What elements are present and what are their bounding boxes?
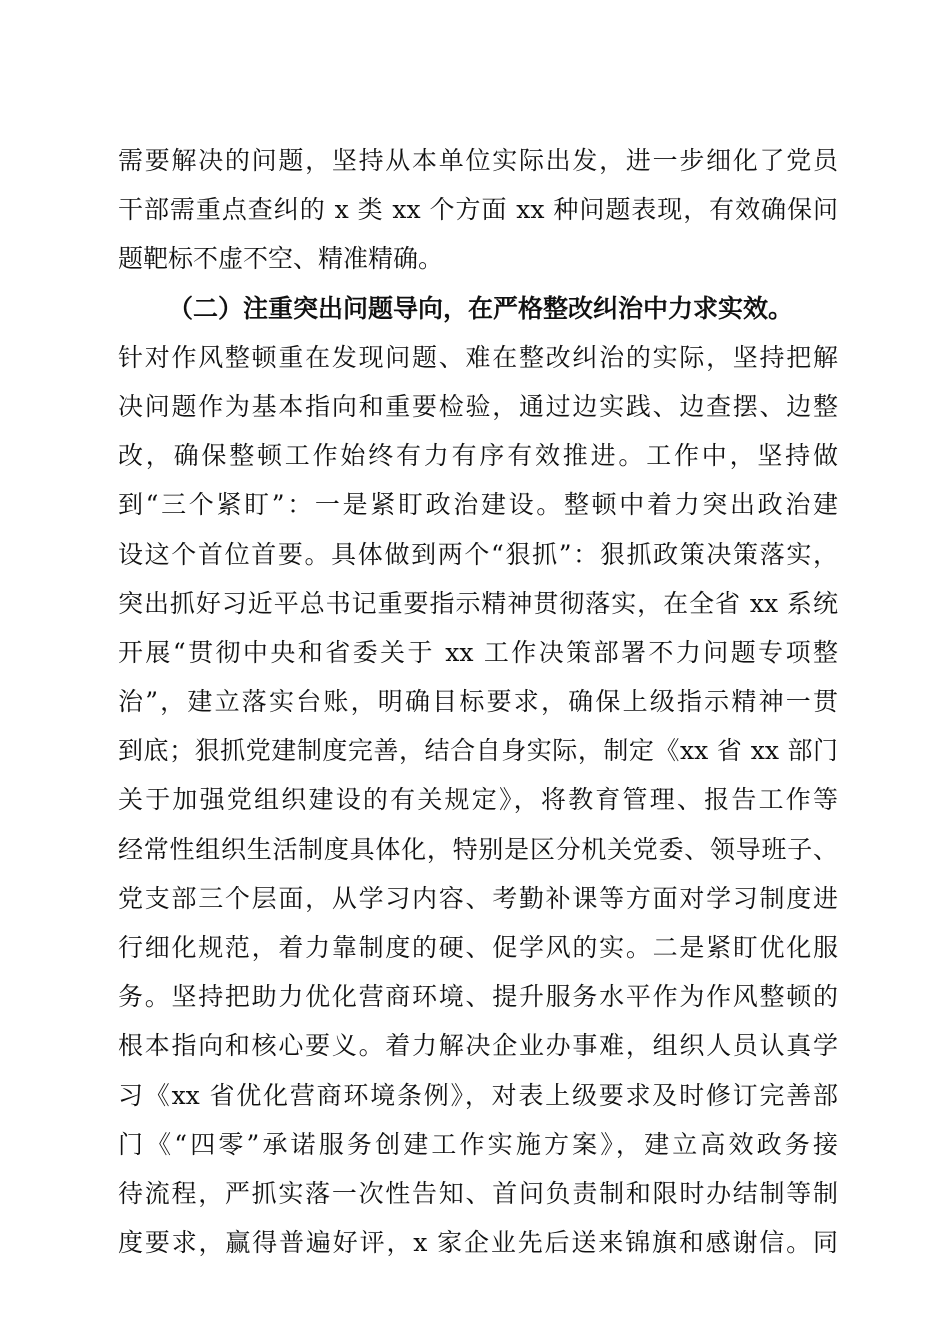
text-line: 针对作风整顿重在发现问题、难在整改纠治的实际，坚持把解 bbox=[118, 342, 838, 372]
section-heading: （二）注重突出问题导向，在严格整改纠治中力求实效。 bbox=[168, 293, 794, 323]
text-line: 根本指向和核心要义。着力解决企业办事难，组织人员认真学 bbox=[118, 1031, 838, 1061]
text-line: 设这个首位首要。具体做到两个“狠抓”：狠抓政策决策落实， bbox=[118, 539, 838, 569]
text-line: 务。坚持把助力优化营商环境、提升服务水平作为作风整顿的 bbox=[118, 982, 838, 1012]
text-line: 门《“四零”承诺服务创建工作实施方案》，建立高效政务接 bbox=[118, 1129, 838, 1159]
text-line: 决问题作为基本指向和重要检验，通过边实践、边查摆、边整 bbox=[118, 391, 838, 421]
text-line: 开展“贯彻中央和省委关于 xx 工作决策部署不力问题专项整 bbox=[118, 637, 838, 667]
text-line: 突出抓好习近平总书记重要指示精神贯彻落实，在全省 xx 系统 bbox=[118, 588, 838, 618]
document-body bbox=[118, 136, 838, 1267]
text-line: 到底；狠抓党建制度完善，结合自身实际，制定《xx 省 xx 部门 bbox=[118, 736, 838, 766]
text-line: 改，确保整顿工作始终有力有序有效推进。工作中，坚持做 bbox=[118, 441, 838, 471]
text-line: 干部需重点查纠的 x 类 xx 个方面 xx 种问题表现，有效确保问 bbox=[118, 195, 838, 225]
text-line: 到“三个紧盯”：一是紧盯政治建设。整顿中着力突出政治建 bbox=[118, 490, 838, 520]
text-line: 关于加强党组织建设的有关规定》，将教育管理、报告工作等 bbox=[118, 785, 838, 815]
text-line: 习《xx 省优化营商环境条例》，对表上级要求及时修订完善部 bbox=[118, 1080, 838, 1110]
text-line: 经常性组织生活制度具体化，特别是区分机关党委、领导班子、 bbox=[118, 834, 838, 864]
text-line: 待流程，严抓实落一次性告知、首问负责制和限时办结制等制 bbox=[118, 1178, 838, 1208]
text-line: 治”，建立落实台账，明确目标要求，确保上级指示精神一贯 bbox=[118, 687, 838, 717]
text-line: 行细化规范，着力靠制度的硬、促学风的实。二是紧盯优化服 bbox=[118, 933, 838, 962]
text-line: 党支部三个层面，从学习内容、考勤补课等方面对学习制度进 bbox=[118, 883, 838, 913]
text-line: 需要解决的问题，坚持从本单位实际出发，进一步细化了党员 bbox=[118, 146, 838, 175]
text-line: 度要求，赢得普遍好评，x 家企业先后送来锦旗和感谢信。同 bbox=[118, 1228, 838, 1258]
text-line: 题靶标不虚不空、精准精确。 bbox=[118, 244, 444, 274]
